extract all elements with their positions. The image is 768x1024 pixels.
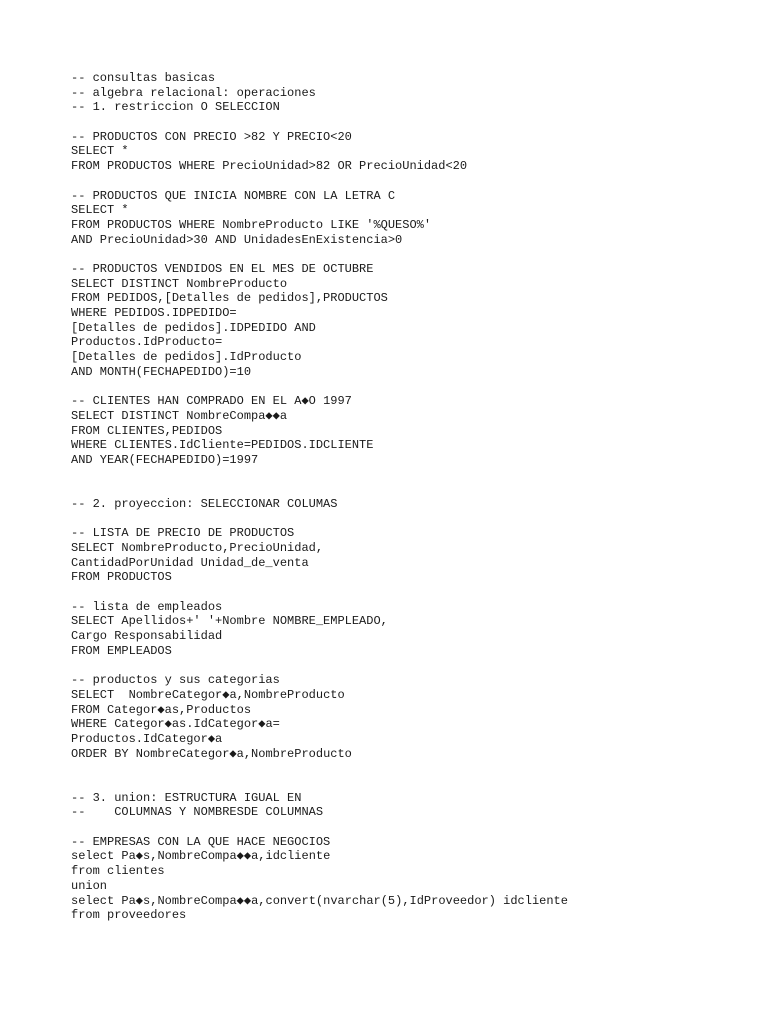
code-line: select Pa◆s,NombreCompa◆◆a,idcliente: [71, 849, 331, 864]
code-line: [71, 115, 751, 130]
code-line: SELECT NombreCategor◆a,NombreProducto: [71, 687, 345, 702]
code-line: -- CLIENTES HAN COMPRADO EN EL A◆O 1997: [71, 394, 352, 409]
code-line: -- PRODUCTOS VENDIDOS EN EL MES DE OCTUBRE: [71, 261, 374, 276]
code-line: FROM PRODUCTOS: [71, 570, 172, 585]
code-line: [71, 585, 751, 600]
code-line: [71, 659, 751, 674]
code-line: select Pa◆s,NombreCompa◆◆a,convert(nvarchar(5),IdProveedor) idcliente: [71, 893, 568, 908]
code-line: [71, 247, 751, 262]
code-line: WHERE CLIENTES.IdCliente=PEDIDOS.IDCLIENTE: [71, 438, 374, 453]
code-line: [71, 761, 751, 776]
code-line: FROM CLIENTES,PEDIDOS: [71, 423, 223, 438]
code-line: FROM PRODUCTOS WHERE NombreProducto LIKE '%QUESO%': [71, 217, 432, 232]
code-line: -- algebra relacional: operaciones: [71, 85, 316, 100]
code-line: AND PrecioUnidad>30 AND UnidadesEnExistencia>0: [71, 232, 403, 247]
code-line: -- LISTA DE PRECIO DE PRODUCTOS: [71, 526, 295, 541]
code-line: WHERE PEDIDOS.IDPEDIDO=: [71, 306, 237, 320]
code-line: [71, 512, 751, 527]
code-line: SELECT Apellidos+' '+Nombre NOMBRE_EMPLEADO,: [71, 614, 388, 629]
code-line: from proveedores: [71, 908, 187, 923]
code-line: -- EMPRESAS CON LA QUE HACE NEGOCIOS: [71, 834, 331, 849]
code-line: -- PRODUCTOS QUE INICIA NOMBRE CON LA LETRA C: [71, 188, 396, 203]
code-line: CantidadPorUnidad Unidad_de_venta: [71, 555, 309, 570]
code-line: from clientes: [71, 864, 165, 879]
sql-document: [71, 71, 751, 923]
code-line: SELECT *: [71, 144, 129, 159]
code-line: SELECT DISTINCT NombreProducto: [71, 276, 288, 291]
code-line: ORDER BY NombreCategor◆a,NombreProducto: [71, 746, 352, 761]
code-line: Cargo Responsabilidad: [71, 629, 223, 644]
code-line: SELECT DISTINCT NombreCompa◆◆a: [71, 408, 288, 423]
code-line: Productos.IdProducto=: [71, 335, 223, 350]
code-line: Productos.IdCategor◆a: [71, 731, 223, 746]
code-line: -- 3. union: ESTRUCTURA IGUAL EN: [71, 790, 302, 805]
code-line: [Detalles de pedidos].IdProducto: [71, 350, 302, 365]
code-line: SELECT NombreProducto,PrecioUnidad,: [71, 541, 324, 555]
code-line: [71, 379, 751, 394]
code-line: AND YEAR(FECHAPEDIDO)=1997: [71, 452, 259, 467]
code-line: FROM PEDIDOS,[Detalles de pedidos],PRODUCTOS: [71, 291, 388, 306]
code-line: -- 1. restriccion O SELECCION: [71, 100, 280, 115]
code-line: [71, 776, 751, 791]
code-line: SELECT *: [71, 203, 129, 218]
code-line: WHERE Categor◆as.IdCategor◆a=: [71, 717, 280, 732]
code-line: [71, 174, 751, 189]
code-line: [71, 482, 751, 497]
code-line: -- 2. proyeccion: SELECCIONAR COLUMAS: [71, 496, 338, 511]
code-line: FROM Categor◆as,Productos: [71, 702, 252, 717]
code-line: -- lista de empleados: [71, 599, 223, 614]
code-line: -- COLUMNAS Y NOMBRESDE COLUMNAS: [71, 805, 324, 820]
code-line: union: [71, 878, 108, 893]
code-line: [Detalles de pedidos].IDPEDIDO AND: [71, 320, 316, 335]
code-line: FROM PRODUCTOS WHERE PrecioUnidad>82 OR PrecioUnidad<20: [71, 159, 468, 174]
code-line: [71, 820, 751, 835]
code-line: -- PRODUCTOS CON PRECIO >82 Y PRECIO<20: [71, 129, 352, 144]
code-line: FROM EMPLEADOS: [71, 643, 172, 658]
code-line: [71, 468, 751, 483]
code-line: -- productos y sus categorias: [71, 673, 280, 688]
code-line: -- consultas basicas: [71, 71, 216, 85]
code-line: AND MONTH(FECHAPEDIDO)=10: [71, 364, 252, 379]
